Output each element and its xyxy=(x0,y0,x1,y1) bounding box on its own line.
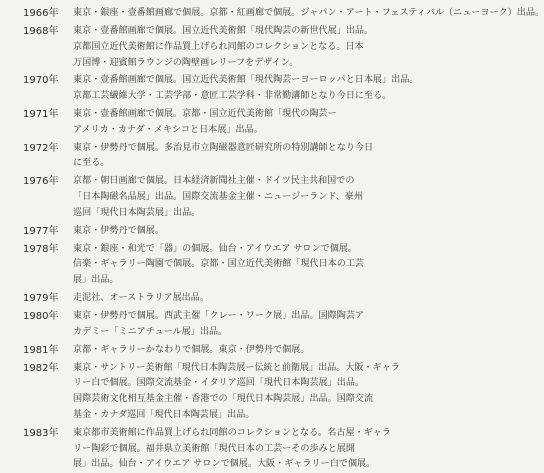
entry-year: 1982年 xyxy=(23,362,59,374)
entry-year: 1972年 xyxy=(23,142,59,154)
entry-text xyxy=(73,141,406,173)
entry-year: 1970年 xyxy=(23,75,59,87)
entry-text xyxy=(73,242,406,289)
entry-text-line: 京都国立近代美術館に作品買上げられ同館のコレクションとなる。日本 xyxy=(73,41,364,52)
entry-text-line: リー陶彩で個展。福井県立美術館「現代日本の工芸ーその歩みと展開 xyxy=(73,443,355,454)
chronology-entry xyxy=(23,361,406,424)
entry-text-line: 東京都市美術館に作品買上げられ同館のコレクションとなる。名古屋・ギャラ xyxy=(73,427,391,438)
entry-text-line: 東京・銀座・壹番館画廊で個展。京都・紅画廊で個展。ジャパン・アート・フェスティバル（ニューヨーク）出品。 xyxy=(73,8,544,18)
entry-year: 1971年 xyxy=(23,108,59,120)
entry-text-line: 東京・銀座・和光で「器」の個展。仙台・アイウエア サロンで個展。 xyxy=(73,243,357,254)
entry-text-line: 展」出品。 xyxy=(73,275,119,286)
entry-text-line: 走泥社、オーストラリア展出品。 xyxy=(73,292,209,303)
entry-text xyxy=(73,291,406,307)
entry-text xyxy=(73,361,406,424)
entry-text xyxy=(73,107,406,139)
entry-year: 1978年 xyxy=(23,243,59,255)
entry-text-line: アメリカ・カナダ・メキシコと日本展」出品。 xyxy=(73,124,263,135)
chronology-entry xyxy=(23,107,406,139)
chronology-entry xyxy=(23,24,406,71)
entry-text-line: 東京・サントリー美術館「現代日本陶芸展ー伝統と前衛展」出品。大阪・ギャラ xyxy=(73,362,400,373)
entry-text-line: 基金・カナダ巡回「現代日本陶芸展」出品。 xyxy=(73,409,255,420)
entry-text-line: 「日本陶磁名品展」出品。国際交流基金主催・ニュージーランド、豪州 xyxy=(73,191,363,202)
entry-year: 1977年 xyxy=(23,225,59,237)
entry-year: 1983年 xyxy=(23,427,59,439)
entry-year: 1979年 xyxy=(23,292,59,304)
entry-year: 1980年 xyxy=(23,310,59,322)
entry-text xyxy=(73,224,406,240)
entry-year: 1968年 xyxy=(23,26,59,37)
entry-text xyxy=(73,426,406,473)
entry-text xyxy=(73,309,406,341)
entry-text-line: 東京・伊勢丹で個展。多治見市立陶磁器意匠研究所の特別講師となり今日 xyxy=(73,142,374,153)
chronology-entry xyxy=(23,242,406,289)
entry-year: 1966年 xyxy=(23,8,59,19)
entry-text-line: 東京・壹番館画廊で個展。国立近代美術館「現代陶芸ーヨーロッパと日本展」出品。 xyxy=(73,75,419,86)
entry-text-line: 京都工芸繊維大学・工芸学部・意匠工芸学科・非常勤講師となり今日に至る。 xyxy=(73,91,392,102)
entry-text-line: 巡回「現代日本陶芸展」出品。 xyxy=(73,207,201,218)
entry-text xyxy=(73,6,544,22)
entry-text-line: 東京・伊勢丹で個展。西武主催「クレー・ワーク展」出品。国際陶芸ア xyxy=(73,310,365,321)
chronology-entry xyxy=(23,6,544,22)
chronology-entry xyxy=(23,73,419,105)
entry-text xyxy=(73,73,419,105)
entry-text-line: 万国博・迎賓館ラウンジの陶壁画レリーフをデザイン。 xyxy=(73,57,299,68)
entry-text-line: 東京・伊勢丹で個展。 xyxy=(73,225,164,236)
entry-text-line: 東京・壹番館画廊で個展。京都・国立近代美術館「現代の陶芸ー xyxy=(73,108,337,119)
entry-text-line: カデミー「ミニアチュール展」出品。 xyxy=(73,326,228,337)
entry-text-line: 京都・朝日画廊で個展。日本経済新聞社主催・ドイツ民主共和国での xyxy=(73,176,355,187)
chronology-entry xyxy=(23,343,406,359)
entry-text xyxy=(73,174,406,221)
entry-text-line: 国際芸術文化相互基金主催・香港での「現代日本陶芸展」出品。国際交流 xyxy=(73,394,374,405)
chronology-entry xyxy=(23,309,406,341)
entry-text-line: 展」出品。仙台・アイウエア サロンで個展。大阪・ギャラリー白で個展。 xyxy=(73,459,376,470)
chronology-entry xyxy=(23,426,406,473)
entry-year: 1976年 xyxy=(23,176,59,188)
entry-text xyxy=(73,24,406,71)
chronology-entry xyxy=(23,291,406,307)
chronology-list xyxy=(23,6,544,473)
entry-text-line: に至る。 xyxy=(73,158,110,169)
chronology-entry xyxy=(23,224,406,240)
chronology-entry xyxy=(23,141,406,173)
entry-text-line: 信楽・ギャラリー陶園で個展。京都・国立近代美術館「現代日本の工芸 xyxy=(73,259,365,270)
entry-year: 1981年 xyxy=(23,344,59,356)
chronology-entry xyxy=(23,174,406,221)
entry-text xyxy=(73,343,406,359)
entry-text-line: 京都・ギャラリーかなわりで個展。東京・伊勢丹で個展。 xyxy=(73,344,310,355)
entry-text-line: 東京・壹番館画廊で個展。国立近代美術館「現代陶芸の新世代展」出品。 xyxy=(73,26,374,36)
entry-text-line: リー白で個展。国際交流基金・イタリア巡回「現代日本陶芸展」出品。 xyxy=(73,378,365,389)
